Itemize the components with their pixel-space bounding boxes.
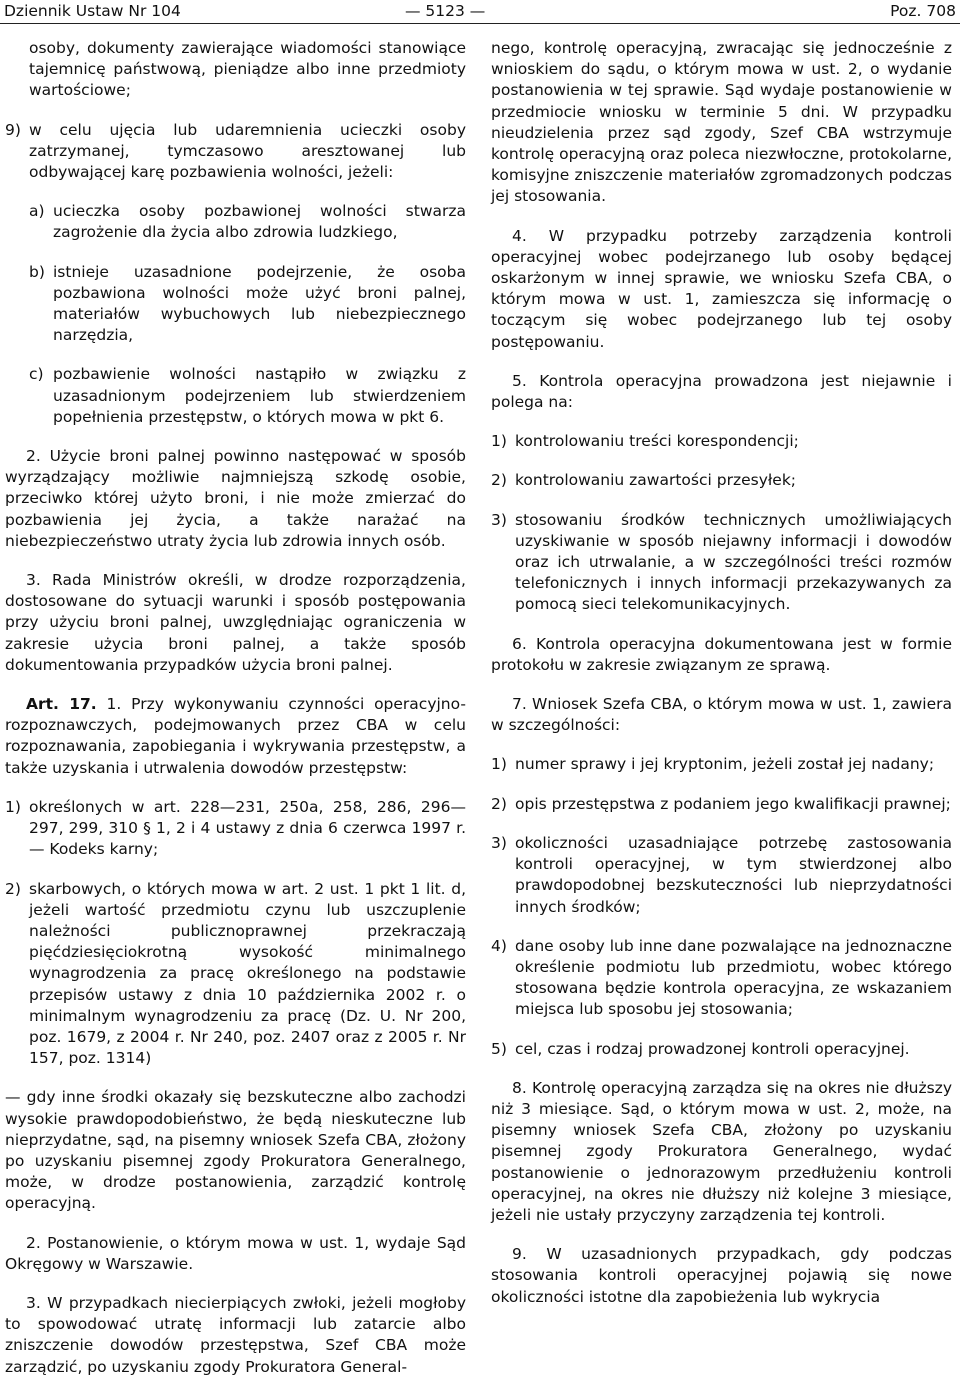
paragraph: 5. Kontrola operacyjna prowadzona jest niejawnie i polega na: (491, 371, 952, 412)
sub-item-text: istnieje uzasadnione podejrzenie, że osoba pozbawiona wolności może użyć broni palnej, materiałów wybuchowych lub niebezpiecznego narzędzia, (53, 262, 466, 345)
paragraph: 3. W przypadkach niecierpiących zwłoki, jeżeli mogłoby to spowodować utratę informacji lub zatarcie albo zniszczenie dowodów przestępstwa, Szef CBA może zarządzić, po uzyskaniu zgody Prokuratora General- (5, 1293, 466, 1376)
sub-item-text: pozbawienie wolności nastąpiło w związku z uzasadnionym podejrzeniem lub stwierdzeniem popełnienia przestępstw, o których mowa w pkt 6. (53, 365, 466, 426)
item-text: okoliczności uzasadniające potrzebę zastosowania kontroli operacyjnej, w tym stwierdzonej albo prawdopodobnej bezskuteczności lub nieprzydatności innych środków; (515, 833, 952, 916)
list-item (491, 794, 952, 815)
journal-title: Dziennik Ustaw Nr 104 (4, 2, 181, 20)
list-item (491, 470, 952, 491)
sub-item-letter: a) (29, 202, 45, 221)
item-text: w celu ujęcia lub udaremnienia ucieczki osoby zatrzymanej, tymczasowo aresztowanej lub odbywającej karę pozbawienia wolności, jeżeli: (29, 120, 466, 182)
item-text: numer sprawy i jej kryptonim, jeżeli został jej nadany; (515, 755, 935, 774)
item-number: 3) (491, 510, 507, 529)
page-number: — 5123 — (405, 2, 486, 20)
item-text: opis przestępstwa z podaniem jego kwalifikacji prawnej; (515, 794, 951, 813)
paragraph: 2. Użycie broni palnej powinno następować w sposób wyrządzający możliwie najmniejszą szkodę osobie, przeciwko której użyto broni, i nie może zmierzać do pozbawienia jej życia, a także narażać na niebezpieczeństwo utraty życia lub zdrowia innych osób. (5, 447, 466, 550)
item-text: skarbowych, o których mowa w art. 2 ust. 1 pkt 1 lit. d, jeżeli wartość przedmiotu czynu lub uszczuplenie należności publicznoprawnej przekraczają pięćdziesięciokrotną wysokość minimalnego wynagrodzenia za pracę określonego na podstawie przepisów ustawy z dnia 10 października 2002 r. o minimalnym wynagrodzeniu za pracę (Dz. U. Nr 200, poz. 1679, z 2004 r. Nr 240, poz. 2407 oraz z 2005 r. Nr 157, poz. 1314) (29, 879, 466, 1068)
sub-item (29, 262, 466, 347)
page-header (0, 0, 960, 24)
sub-item-letter: c) (29, 365, 44, 384)
list-item (491, 1039, 952, 1060)
item-number: 2) (5, 879, 21, 898)
list-item (491, 510, 952, 616)
continuation-paragraph: nego, kontrolę operacyjną, zwracając się jednocześnie z wnioskiem do sądu, o którym mowa w ust. 2, o wydanie postanowienia w tej sprawie. Sąd wydaje postanowienie w przedmiocie wniosku w terminie 5 dni. W przypadku nieudzielenia przez sąd zgody, Szef CBA wstrzymuje kontrolę operacyjną oraz poleca niezwłoczne, protokolarne, komisyjne zniszczenie materiałów zgromadzonych podczas jej stosowania. (491, 39, 952, 206)
sub-item (29, 364, 466, 428)
list-item (491, 754, 952, 775)
position-number: Poz. 708 (890, 2, 956, 20)
paragraph: 4. W przypadku potrzeby zarządzenia kontroli operacyjnej wobec podejrzanego lub osoby będącej oskarżonym w innej sprawie, we wniosku Szefa CBA, o którym mowa w ust. 1, zamieszcza się informację o toczącym się wobec podejrzanego lub tej osoby postępowaniu. (491, 226, 952, 351)
paragraph: 6. Kontrola operacyjna dokumentowana jest w formie protokołu w zakresie związanym ze sprawą. (491, 634, 952, 674)
item-text: cel, czas i rodzaj prowadzonej kontroli operacyjnej. (515, 1039, 910, 1058)
dash-paragraph: — gdy inne środki okazały się bezskuteczne albo zachodzi wysokie prawdopodobieństwo, że będą nieskuteczne lub nieprzydatne, sąd, na pisemny wniosek Szefa CBA, złożony po uzyskaniu pisemnej zgody Prokuratora Generalnego, może, w drodze postanowienia, zarządzić kontrolę operacyjną. (5, 1088, 466, 1213)
item-number: 1) (491, 432, 507, 451)
paragraph: 3. Rada Ministrów określi, w drodze rozporządzenia, dostosowane do sytuacji warunki i sposób postępowania przy użyciu broni palnej, uwzględniając ograniczenia w zakresie użycia broni palnej, a także sposób dokumentowania przypadków użycia broni palnej. (5, 571, 466, 674)
item-text: określonych w art. 228—231, 250a, 258, 286, 296—297, 299, 310 § 1, 2 i 4 ustawy z dnia 6 czerwca 1997 r. — Kodeks karny; (29, 797, 466, 859)
paragraph: 8. Kontrolę operacyjną zarządza się na okres nie dłuższy niż 3 miesiące. Sąd, o którym mowa w ust. 2, może, na pisemny wniosek Szefa CBA, złożony po uzyskaniu pisemnej zgody Prokuratora Generalnego, wydać postanowienie o jednorazowym przedłużeniu kontroli operacyjnej, na okres nie dłuższy niż kolejne 3 miesiące, jeżeli nie ustały przyczyny zarządzenia tej kontroli. (491, 1078, 952, 1224)
item-number: 4) (491, 936, 507, 955)
list-item (5, 797, 466, 861)
list-item (5, 879, 466, 1070)
item-number: 1) (5, 797, 21, 816)
sub-item-letter: b) (29, 262, 45, 281)
left-column (5, 38, 466, 1396)
article-label: Art. 17. (26, 695, 97, 714)
item-text: kontrolowaniu treści korespondencji; (515, 432, 799, 451)
item-number: 5) (491, 1039, 507, 1058)
paragraph: 9. W uzasadnionych przypadkach, gdy podczas stosowania kontroli operacyjnej pojawią się nowe okoliczności istotne dla zapobieżenia lub wykrycia (491, 1245, 952, 1306)
sub-item-text: ucieczka osoby pozbawionej wolności stwarza zagrożenie dla życia albo zdrowia ludzkiego, (53, 202, 466, 242)
item-text: stosowaniu środków technicznych umożliwiających uzyskiwanie w sposób niejawny informacji i dowodów oraz ich utrwalanie, a w szczególności treści rozmów telefonicznych i innych informacji przekazywanych za pomocą sieci telekomunikacyjnych. (515, 510, 952, 614)
article-text: 1. Przy wykonywaniu czynności operacyjno-rozpoznawczych, podejmowanych przez CBA w celu rozpoznawania, zapobiegania i wykrywania przestępstw, a także uzyskania i utrwalenia dowodów przestępstw: (5, 695, 466, 777)
item-number: 2) (491, 794, 507, 813)
list-item (5, 120, 466, 184)
header-rule (0, 23, 960, 24)
right-column (491, 38, 952, 1326)
list-item (491, 936, 952, 1021)
item-number: 3) (491, 833, 507, 852)
list-item (491, 431, 952, 452)
item-number: 1) (491, 755, 507, 774)
paragraph: 2. Postanowienie, o którym mowa w ust. 1, wydaje Sąd Okręgowy w Warszawie. (5, 1233, 466, 1273)
intro-paragraph: osoby, dokumenty zawierające wiadomości stanowiące tajemnicę państwową, pieniądze albo inne przedmioty wartościowe; (29, 39, 466, 100)
sub-item (29, 201, 466, 243)
item-number: 2) (491, 471, 507, 490)
item-text: dane osoby lub inne dane pozwalające na jednoznaczne określenie podmiotu lub przedmiotu, wobec którego stosowana będzie kontrola operacyjna, ze wskazaniem miejsca lub sposobu jej stosowania; (515, 936, 952, 1019)
paragraph: 7. Wniosek Szefa CBA, o którym mowa w ust. 1, zawiera w szczególności: (491, 695, 952, 735)
item-number: 9) (5, 120, 21, 139)
list-item (491, 833, 952, 918)
article-paragraph (5, 694, 466, 779)
item-text: kontrolowaniu zawartości przesyłek; (515, 471, 797, 490)
